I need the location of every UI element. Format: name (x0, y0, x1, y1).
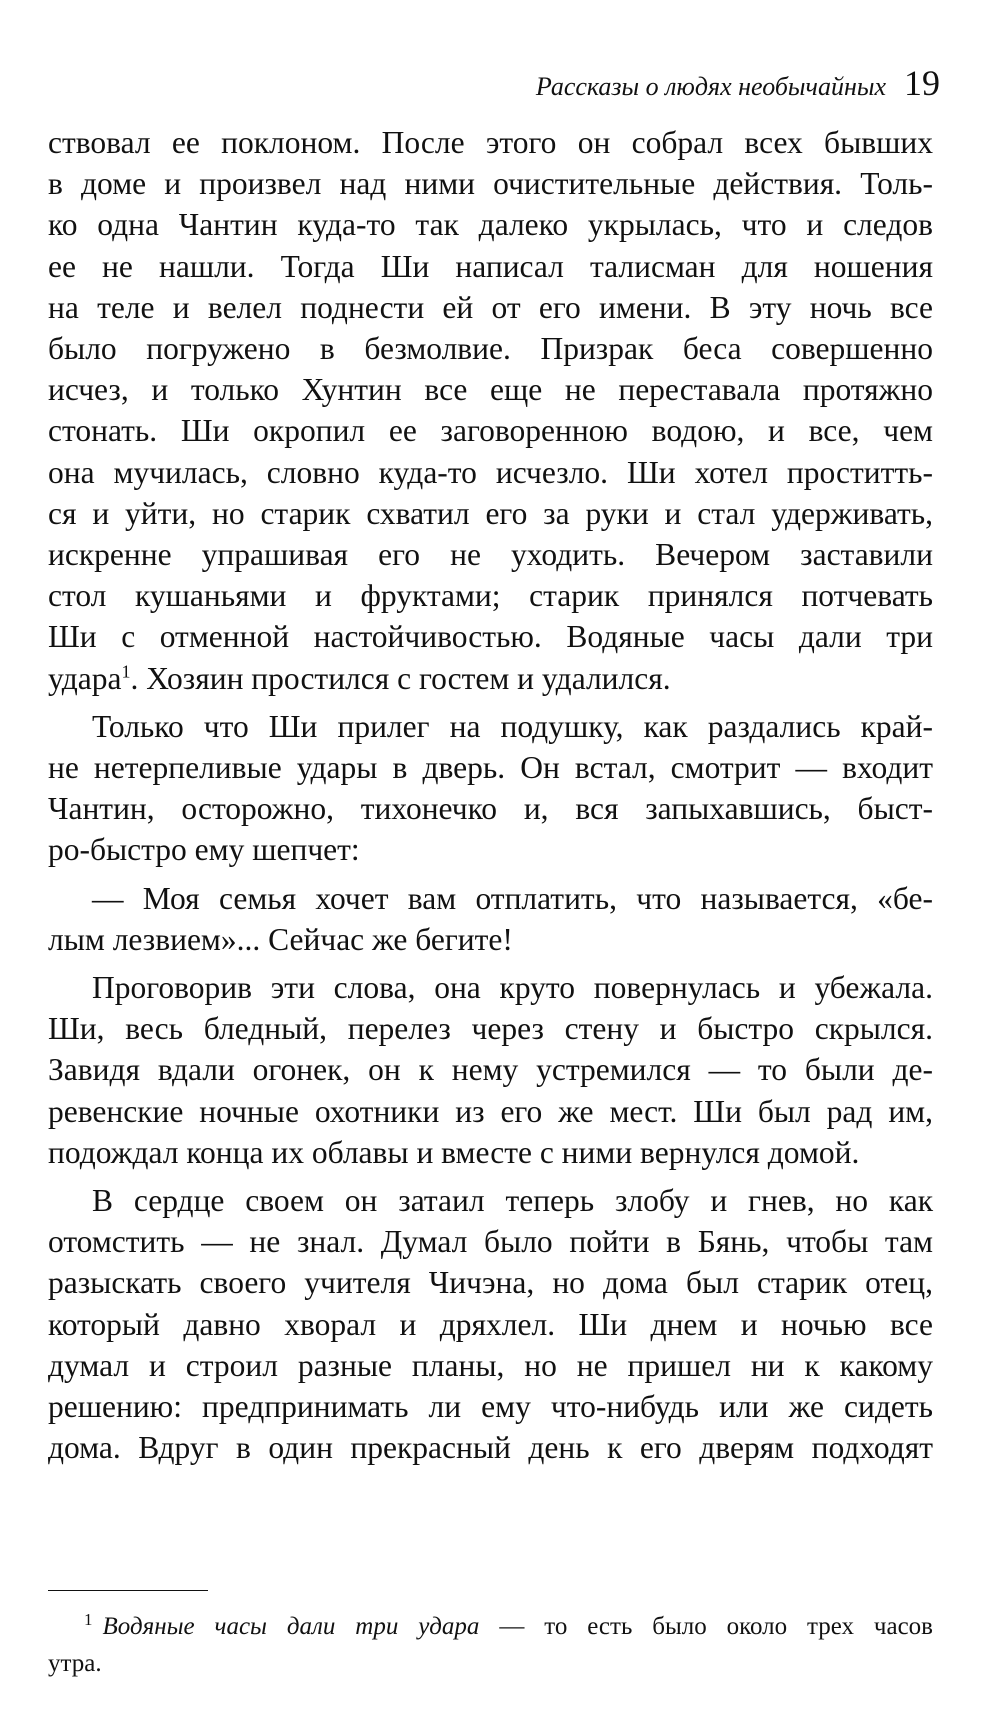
footnote-marker: 1 (84, 1609, 93, 1629)
paragraph-5 (48, 1180, 933, 1468)
text-line: она мучилась, словно куда-то исчезло. Ши хотел проститть- (48, 454, 933, 490)
footnote-line: утра. (48, 1650, 102, 1677)
text-fragment: . Хозяин простился с гостем и удалился. (130, 660, 671, 696)
text-line: было погружено в безмолвие. Призрак беса совершенно (48, 331, 933, 367)
text-line: подождал конца их облавы и вместе с ними вернулся домой. (48, 1134, 860, 1170)
text-fragment: удара (48, 660, 122, 696)
text-line: В сердце своем он затаил теперь злобу и гнев, но как (92, 1183, 933, 1219)
text-line-with-footnote (48, 658, 933, 699)
text-line: Только что Ши прилег на подушку, как раздались край- (92, 708, 933, 744)
running-header (48, 62, 940, 102)
text-line: стонать. Ши окропил ее заговоренною водою, и все, чем (48, 413, 933, 449)
footnote-separator (48, 1590, 208, 1591)
footnote-text: — то есть было около трех часов (479, 1613, 933, 1640)
text-line: Ши, весь бледный, перелез через стену и быстро скрылся. (48, 1011, 933, 1047)
text-line: Ши с отменной настойчивостью. Водяные часы дали три (48, 619, 933, 655)
text-line: исчез, и только Хунтин все еще не переставала протяжно (48, 372, 933, 408)
text-line: Чантин, осторожно, тихонечко и, вся запыхавшись, быст- (48, 791, 933, 827)
paragraph-2 (48, 706, 933, 871)
text-line: Завидя вдали огонек, он к нему устремился — то были де- (48, 1052, 933, 1088)
footnote-reference: 1 (121, 661, 131, 682)
text-line: который давно хворал и дряхлел. Ши днем и ночью все (48, 1306, 933, 1342)
text-line: искренне упрашивая его не уходить. Вечером заставили (48, 537, 933, 573)
text-line: ко одна Чантин куда-то так далеко укрылась, что и следов (48, 207, 933, 243)
text-line: ро-быстро ему шепчет: (48, 832, 360, 868)
text-line: ся и уйти, но старик схватил его за руки и стал удерживать, (48, 495, 933, 531)
text-line: отомстить — не знал. Думал было пойти в Бянь, чтобы там (48, 1224, 933, 1260)
text-line: лым лезвием»... Сейчас же бегите! (48, 921, 513, 957)
paragraph-3-dialogue (48, 878, 933, 960)
text-line: Проговорив эти слова, она круто повернулась и убежала. (92, 970, 933, 1006)
text-line: не нетерпеливые удары в дверь. Он встал, смотрит — входит (48, 750, 933, 786)
paragraph-4 (48, 967, 933, 1173)
text-line: в доме и произвел над ними очистительные действия. Толь- (48, 166, 933, 202)
footnote (48, 1608, 933, 1682)
paragraph-1 (48, 122, 933, 699)
text-line: разыскать своего учителя Чичэна, но дома был старик отец, (48, 1265, 933, 1301)
text-line: думал и строил разные планы, но не пришел ни к какому (48, 1347, 933, 1383)
footnote-line (48, 1608, 933, 1645)
text-line: на теле и велел поднести ей от его имени. В эту ночь все (48, 289, 933, 325)
running-title: Рассказы о людях необычайных (535, 72, 886, 101)
text-line: — Моя семья хочет вам отплатить, что называется, «бе- (92, 880, 933, 916)
text-line: дома. Вдруг в один прекрасный день к его дверям подходят (48, 1430, 933, 1466)
body-text (48, 122, 933, 1469)
page-number: 19 (904, 63, 940, 103)
footnote-term: Водяные часы дали три удара (102, 1613, 480, 1640)
text-line: стол кушаньями и фруктами; старик принялся потчевать (48, 578, 933, 614)
text-line: решению: предпринимать ли ему что-нибудь или же сидеть (48, 1389, 933, 1425)
text-line: ревенские ночные охотники из его же мест. Ши был рад им, (48, 1093, 933, 1129)
text-line: ее не нашли. Тогда Ши написал талисман для ношения (48, 248, 933, 284)
text-line: ствовал ее поклоном. После этого он собрал всех бывших (48, 125, 933, 160)
